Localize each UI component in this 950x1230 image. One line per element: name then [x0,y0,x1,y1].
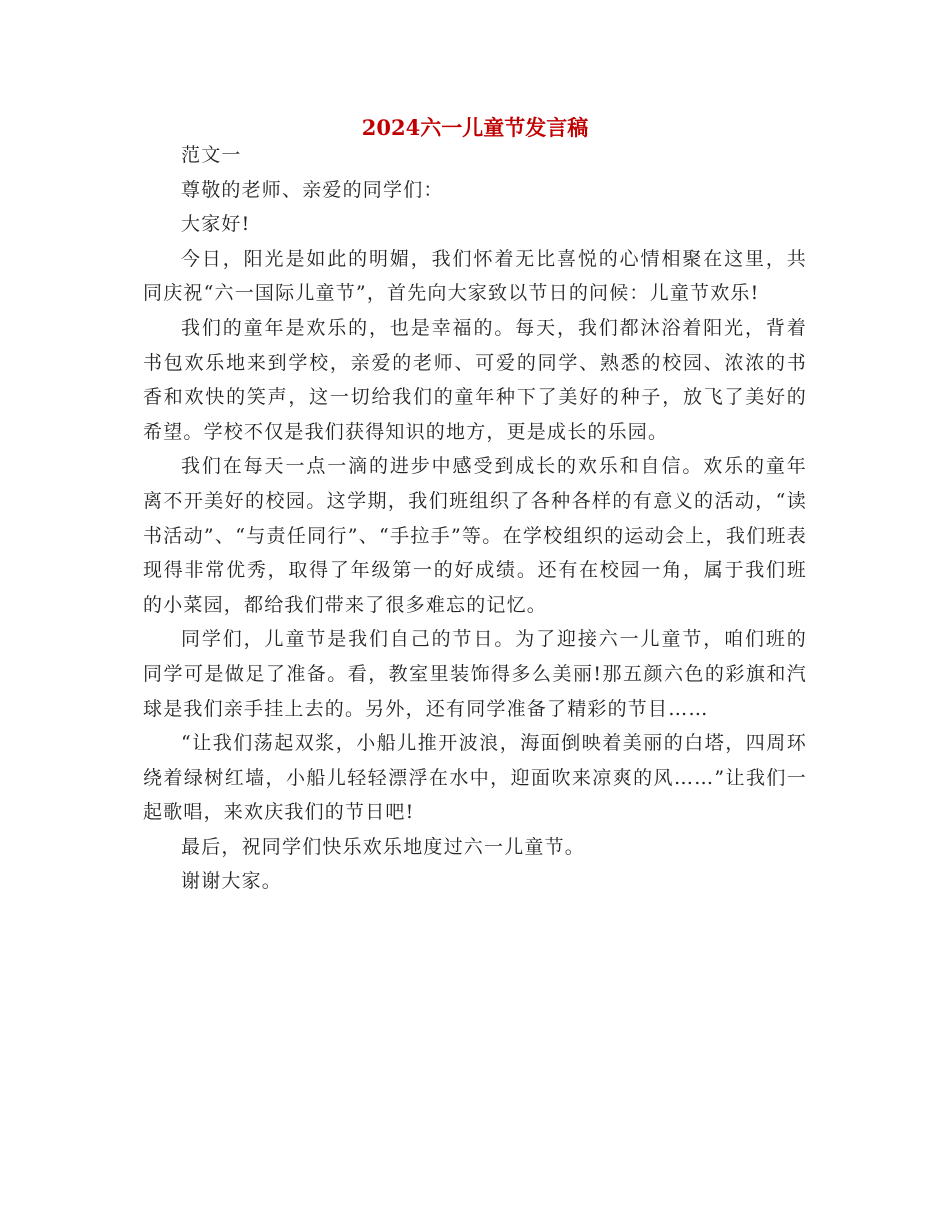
paragraph-greeting: 大家好! [181,213,251,236]
paragraph-closing-wish: 最后，祝同学们快乐欢乐地度过六一儿童节。 [181,835,586,858]
paragraph-activities: 我们在每天一点一滴的进步中感受到成长的欢乐和自信。欢乐的童年离不开美好的校园。这学期，我们班组织了各种各样的有意义的活动，“读书活动”、“与责任同行”、“手拉手”等。在学校组织的运动会上，我们班表现得非常优秀，取得了年级第一的好成绩。还有在校园一角，属于我们班的小菜园，都给我们带来了很多难忘的记忆。 [143,455,807,616]
document-body [143,138,807,899]
paragraph-song: “让我们荡起双浆，小船儿推开波浪，海面倒映着美丽的白塔，四周环绕着绿树红墙，小船儿轻轻漂浮在水中，迎面吹来凉爽的风……”让我们一起歌唱，来欢庆我们的节日吧! [143,732,807,824]
paragraph-sample-label: 范文一 [181,144,242,166]
paragraph-childhood: 我们的童年是欢乐的，也是幸福的。每天，我们都沐浴着阳光，背着书包欢乐地来到学校，亲爱的老师、可爱的同学、熟悉的校园、浓浓的书香和欢快的笑声，这一切给我们的童年种下了美好的种子，放飞了美好的希望。学校不仅是我们获得知识的地方，更是成长的乐园。 [143,316,807,443]
paragraph-thanks: 谢谢大家。 [181,870,283,893]
paragraph-salutation: 尊敬的老师、亲爱的同学们： [181,178,444,201]
page-title: 2024六一儿童节发言稿 [361,115,589,140]
paragraph-opening: 今日，阳光是如此的明媚，我们怀着无比喜悦的心情相聚在这里，共同庆祝“六一国际儿童节”，首先向大家致以节日的问候：儿童节欢乐! [143,247,807,305]
paragraph-preparation: 同学们，儿童节是我们自己的节日。为了迎接六一儿童节，咱们班的同学可是做足了准备。看，教室里装饰得多么美丽!那五颜六色的彩旗和汽球是我们亲手挂上去的。另外，还有同学准备了精彩的节目…… [143,628,807,720]
